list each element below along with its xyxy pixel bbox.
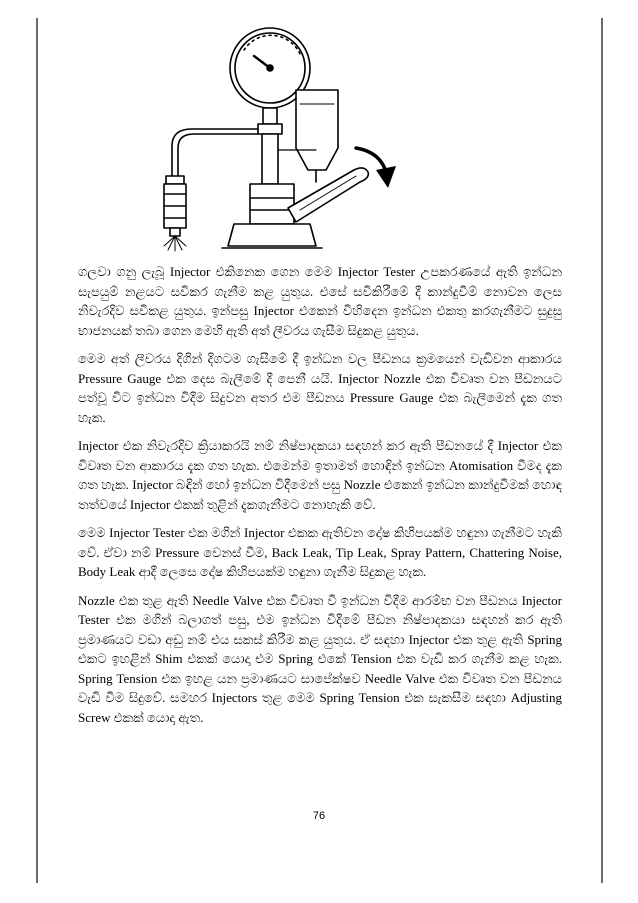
paragraph: Nozzle එක තුළ ඇති Needle Valve එක විවෘත වී ඉන්ධන විදීම ආරම්භ වන පීඩනය Injector Tester එක මගින් බලාගත් පසු, එම ඉන්ධන විදීමේ පීඩන නිෂ්පාදකයා සඳහන් කර ඇති ප්‍රමාණයට වඩා අඩු නම් එය සකස් කිරීම කළ යුතුය. ඒ සඳහා Injector එක තුළ ඇති Spring එකට ඉහළින් Shim එකක් යොදා එම Spring එකේ Tension එක වැඩි කර ගැනීම කළ හැක. Spring Tension එක ඉහළ යන ප්‍රමාණයට සාපේක්ෂව Needle Valve එක විවෘත වන පීඩනය වැඩි වීම සිදුවේ. සමහර Injectors තුළ මෙම Spring Tension එක සැකසීම සඳහා Adjusting Screw එකක් යොදා ඇත. — [78, 592, 562, 725]
paragraph: මෙම අත් ලීවරය දිගින් දිගටම ගැසීමේ දී ඉන්ධන වල පීඩනය ක්‍රමයෙන් වැඩිවන ආකාරය Pressure Gauge එක දෙස බැලීමේ දී පෙනී යයි. Injector Nozzle එක විවෘත වන පීඩනයට පත්වූ විට ඉන්ධන විදීම සිදුවන අතර එම පීඩනය Pressure Gauge එක බැලීමෙන් දැක ගත හැක. — [78, 351, 562, 425]
right-margin-rule — [601, 18, 603, 883]
paragraph: ගලවා ගනු ලැබූ Injector එකිනෙක ගෙන මෙම Injector Tester උපකරණයේ ඇති ඉන්ධන සැපයුම් නළයට සවිකර ගැනීම කළ යුතුය. එසේ සවිකිරීමේ දී කාන්දුවීම් නොවන ලෙස නිවැරදිව සවිකළ යුතුය. ඉන්පසු Injector එකෙන් විහිදෙන ඉන්ධන එකතු කරගැනීමට සුදුසු භාජනයක් තබා ගෙන මෙහි ඇති අත් ලීවරය ගැසීම සිදුකළ යුතුය. — [78, 264, 562, 338]
left-margin-rule — [36, 18, 38, 883]
body-text — [78, 262, 562, 736]
paragraph: මෙම Injector Tester එක මගින් Injector එකක ඇතිවන දෝෂ කිහිපයක්ම හඳුනා ගැනීමට හැකි වේ. ඒවා නම් Pressure වෙනස් වීම, Back Leak, Tip Leak, Spray Pattern, Chattering Noise, Body Leak ආදී ලෙසෙ දෝෂ කිහිපයක්ම හඳුනා ගැනීම සිදුකළ හැක. — [78, 525, 562, 579]
injector-tester-illustration — [150, 20, 410, 252]
page-number: 76 — [312, 810, 326, 822]
paragraph: Injector එක නිවැරදිව ක්‍රියාකරයි නම් නිෂ්පාදකයා සඳහන් කර ඇති පීඩනයේ දී Injector එක විවෘත වන ආකාරය දැක ගත හැක. එමෙන්ම ඉතාමත් හොඳින් ඉන්ධන Atomisation වීමද දැක ගත හැක. Injector බඳින් හෝ ඉන්ධන විදීමෙන් පසු Nozzle එකෙන් ඉන්ධන කාන්දුවීමක් හොඳ තත්වයේ Injector එකක් තුළින් දැකගැනීමට නොහැකි වේ. — [78, 438, 562, 512]
